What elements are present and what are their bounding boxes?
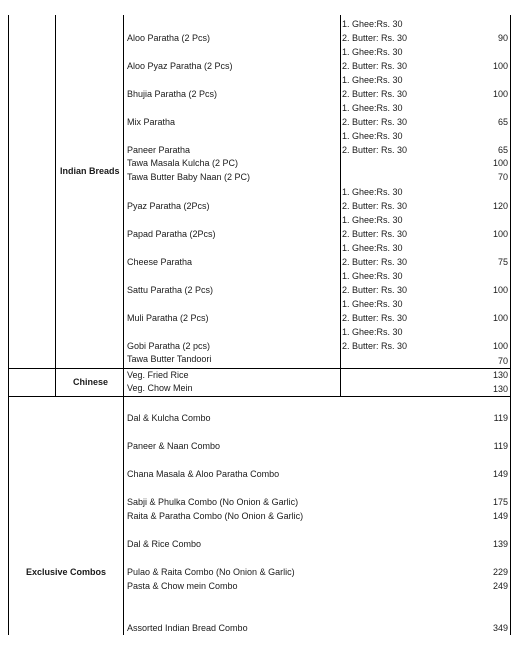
option-2: 2. Butter: Rs. 30 <box>342 313 408 323</box>
item-price: 249 <box>492 581 508 591</box>
item-price: 175 <box>492 497 508 507</box>
item-price: 70 <box>497 172 508 182</box>
item-name: Mix Paratha <box>127 117 176 127</box>
item-price: 100 <box>492 61 508 71</box>
item-price: 149 <box>492 469 508 479</box>
item-price: 75 <box>497 257 508 267</box>
option-2: 2. Butter: Rs. 30 <box>342 61 408 71</box>
item-price: 229 <box>492 567 508 577</box>
item-name: Paneer Paratha <box>127 145 191 155</box>
item-name: Veg. Fried Rice <box>127 370 189 380</box>
option-1: 1. Ghee:Rs. 30 <box>342 187 403 197</box>
item-price: 130 <box>492 384 508 394</box>
item-name: Pyaz Paratha (2Pcs) <box>127 201 210 211</box>
item-name: Dal & Rice Combo <box>127 539 202 549</box>
left-border <box>8 15 9 635</box>
col-divider-item <box>123 15 124 635</box>
item-price: 130 <box>492 370 508 380</box>
item-name: Muli Paratha (2 Pcs) <box>127 313 209 323</box>
item-name: Dal & Kulcha Combo <box>127 413 211 423</box>
option-2: 2. Butter: Rs. 30 <box>342 201 408 211</box>
option-2: 2. Butter: Rs. 30 <box>342 33 408 43</box>
item-price: 65 <box>497 117 508 127</box>
row-divider-chinese-bottom <box>8 396 511 397</box>
item-price: 100 <box>492 285 508 295</box>
item-name: Sattu Paratha (2 Pcs) <box>127 285 214 295</box>
col-divider-option <box>340 15 341 397</box>
option-1: 1. Ghee:Rs. 30 <box>342 131 403 141</box>
right-border <box>510 15 511 635</box>
option-1: 1. Ghee:Rs. 30 <box>342 19 403 29</box>
option-1: 1. Ghee:Rs. 30 <box>342 75 403 85</box>
option-2: 2. Butter: Rs. 30 <box>342 229 408 239</box>
item-price: 100 <box>492 341 508 351</box>
item-name: Tawa Masala Kulcha (2 PC) <box>127 158 239 168</box>
item-price: 65 <box>497 145 508 155</box>
option-2: 2. Butter: Rs. 30 <box>342 89 408 99</box>
col-divider-category-chinese <box>55 368 56 397</box>
item-name: Tawa Butter Tandoori <box>127 354 212 364</box>
category-indian-breads: Indian Breads <box>60 166 120 176</box>
category-exclusive-combos: Exclusive Combos <box>26 567 107 577</box>
item-price: 120 <box>492 201 508 211</box>
category-chinese: Chinese <box>73 377 109 387</box>
item-price: 349 <box>492 623 508 633</box>
item-name: Assorted Indian Bread Combo <box>127 623 248 633</box>
item-name: Aloo Paratha (2 Pcs) <box>127 33 211 43</box>
item-name: Raita & Paratha Combo (No Onion & Garlic) <box>127 511 304 521</box>
option-1: 1. Ghee:Rs. 30 <box>342 215 403 225</box>
item-name: Chana Masala & Aloo Paratha Combo <box>127 469 280 479</box>
item-price: 90 <box>497 33 508 43</box>
item-name: Veg. Chow Mein <box>127 383 193 393</box>
item-name: Aloo Pyaz Paratha (2 Pcs) <box>127 61 233 71</box>
option-2: 2. Butter: Rs. 30 <box>342 341 408 351</box>
option-1: 1. Ghee:Rs. 30 <box>342 271 403 281</box>
item-name: Cheese Paratha <box>127 257 193 267</box>
option-1: 1. Ghee:Rs. 30 <box>342 47 403 57</box>
item-price: 100 <box>492 158 508 168</box>
item-price: 149 <box>492 511 508 521</box>
row-divider-chinese-top <box>8 368 511 369</box>
item-price: 139 <box>492 539 508 549</box>
item-name: Papad Paratha (2Pcs) <box>127 229 216 239</box>
item-name: Pulao & Raita Combo (No Onion & Garlic) <box>127 567 295 577</box>
item-name: Sabji & Phulka Combo (No Onion & Garlic) <box>127 497 299 507</box>
item-price: 119 <box>493 441 508 451</box>
item-price: 119 <box>493 413 508 423</box>
item-price: 70 <box>497 356 508 366</box>
col-divider-category <box>55 15 56 368</box>
item-name: Bhujia Paratha (2 Pcs) <box>127 89 218 99</box>
item-price: 100 <box>492 89 508 99</box>
item-name: Tawa Butter Baby Naan (2 PC) <box>127 172 251 182</box>
item-name: Gobi Paratha (2 pcs) <box>127 341 211 351</box>
item-price: 100 <box>492 229 508 239</box>
option-1: 1. Ghee:Rs. 30 <box>342 327 403 337</box>
option-1: 1. Ghee:Rs. 30 <box>342 103 403 113</box>
option-1: 1. Ghee:Rs. 30 <box>342 299 403 309</box>
option-2: 2. Butter: Rs. 30 <box>342 117 408 127</box>
item-name: Paneer & Naan Combo <box>127 441 221 451</box>
item-name: Pasta & Chow mein Combo <box>127 581 238 591</box>
option-2: 2. Butter: Rs. 30 <box>342 285 408 295</box>
option-2: 2. Butter: Rs. 30 <box>342 257 408 267</box>
item-price: 100 <box>492 313 508 323</box>
option-1: 1. Ghee:Rs. 30 <box>342 243 403 253</box>
option-2: 2. Butter: Rs. 30 <box>342 145 408 155</box>
